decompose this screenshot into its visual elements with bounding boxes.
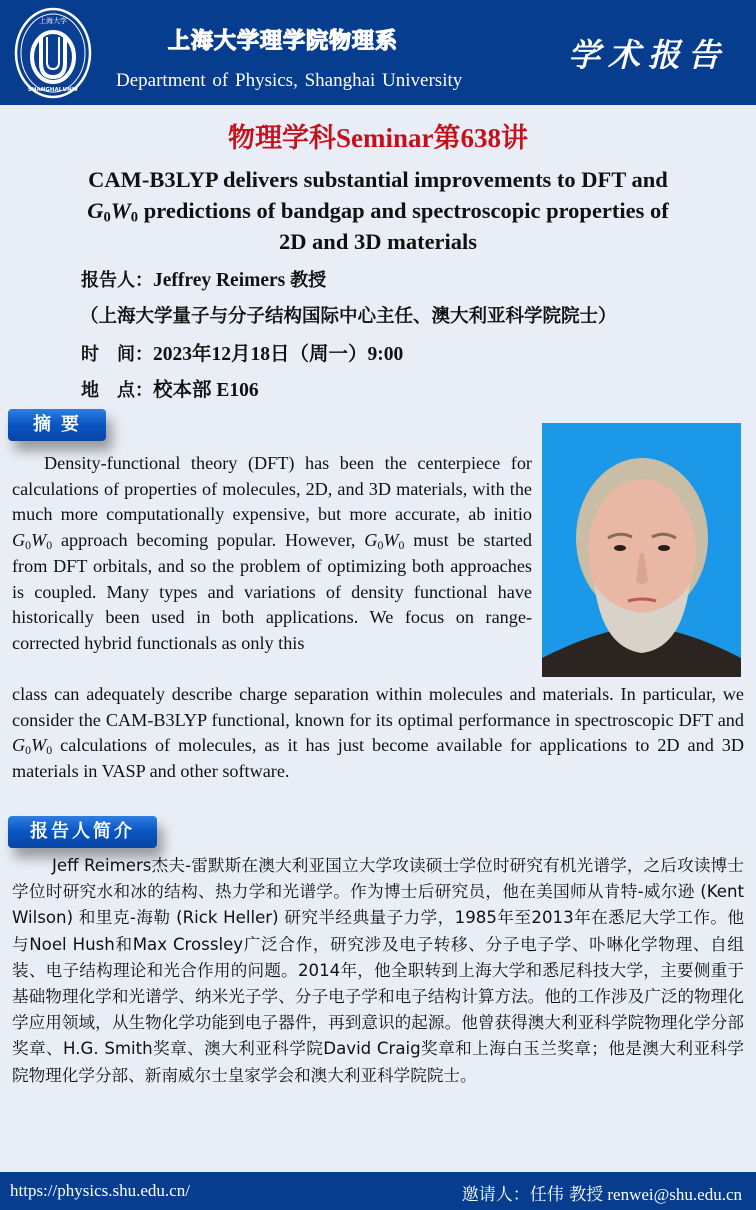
talk-title-line-3: 2D and 3D materials	[278, 229, 478, 254]
abstract-paragraph-2: class can adequately describe charge separation within molecules and materials. In particular, we consider the CAM-B3LYP functional, known for its optimal performance in spectroscopic DFT and $G_0W_0$ calculations of molecules, as it has just become available for applications to 2D and 3D materials in VASP and other software.	[12, 684, 744, 782]
department-website-link[interactable]: https://physics.shu.edu.cn/	[10, 1181, 190, 1200]
footer-banner	[0, 1172, 756, 1210]
inviter-label: 邀请人：任伟 教授	[461, 1185, 604, 1205]
inviter-contact	[462, 1180, 742, 1205]
speaker-name: Jeffrey Reimers	[153, 270, 291, 291]
speaker-portrait-image	[542, 423, 741, 677]
abstract-paragraph-1: Density-functional theory (DFT) has been the centerpiece for calculations of properties of molecules, 2D, and 3D materials, with the much more computationally expensive, but more accurate, ab initio $G_0W_0$ approach becoming popular. However, $G_0W_0$ must be started from DFT orbitals, and so the problem of optimizing both approaches is coupled. Many types and variations of density functional have historically been used in both applications. We focus on range-corrected hybrid functionals as only this	[12, 453, 532, 653]
header-banner	[0, 0, 756, 105]
academic-report-tag: 学术报告	[568, 36, 729, 74]
seminar-series-title: 物理学科Seminar第638讲	[228, 123, 528, 153]
inviter-email-link[interactable]: renwei@shu.edu.cn	[603, 1185, 742, 1204]
location-value: 校本部 E106	[153, 380, 259, 401]
speaker-affiliation: （上海大学量子与分子结构国际中心主任、澳大利亚科学院院士）	[80, 306, 617, 327]
time-label: 时 间：	[81, 344, 153, 365]
time-line	[81, 338, 403, 366]
speaker-photo	[542, 423, 741, 677]
svg-text:SHANGHAI UNIV: SHANGHAI UNIV	[27, 87, 79, 93]
talk-title-line-2: $G_0W_0$ predictions of bandgap and spectroscopic properties of	[87, 198, 669, 226]
location-label: 地 点：	[81, 380, 153, 401]
department-title-en: Department of Physics, Shanghai University	[116, 70, 463, 91]
speaker-line	[81, 266, 326, 292]
talk-title	[20, 164, 736, 257]
abstract-section-badge: 摘要	[8, 409, 106, 441]
bio-section-badge: 报告人简介	[8, 816, 157, 848]
time-value: 2023年12月18日（周一）9:00	[153, 344, 404, 365]
speaker-title: 教授	[290, 270, 327, 291]
shanghai-university-logo	[14, 7, 92, 99]
speaker-biography: Jeff Reimers杰夫-雷默斯在澳大利亚国立大学攻读硕士学位时研究有机光谱学，之后攻读博士学位时研究水和冰的结构、热力学和光谱学。作为博士后研究员，他在美国师从肯特-威尔逊 (Kent Wilson) 和里克-海勒 (Rick Heller) 研究半经典量子力学，1985年至2013年在悉尼大学工作。他与Noel Hush和Max Crossley广泛合作，研究涉及电子转移、分子电子学、卟啉化学物理、自组装、电子结构理论和光合作用的问题。2014年，他全职转到上海大学和悉尼科技大学，主要侧重于基础物理化学和光谱学、纳米光子学、分子电子学和电子结构计算方法。他的工作涉及广泛的物理化学应用领域，从生物化学功能到电子器件，再到意识的起源。他曾获得澳大利亚科学院物理化学分部奖章、H.G. Smith奖章、澳大利亚科学院David Craig奖章和上海白玉兰奖章；他是澳大利亚科学院物理化学分部、新南威尔士皇家学会和澳大利亚科学院院士。	[12, 856, 744, 1085]
svg-text:上海大学: 上海大学	[39, 17, 67, 25]
location-line	[81, 374, 259, 402]
talk-title-line-1: CAM-B3LYP delivers substantial improvements to DFT and	[88, 167, 668, 192]
department-title-cn: 上海大学理学院物理系	[168, 29, 399, 54]
speaker-label: 报告人：	[81, 270, 153, 291]
